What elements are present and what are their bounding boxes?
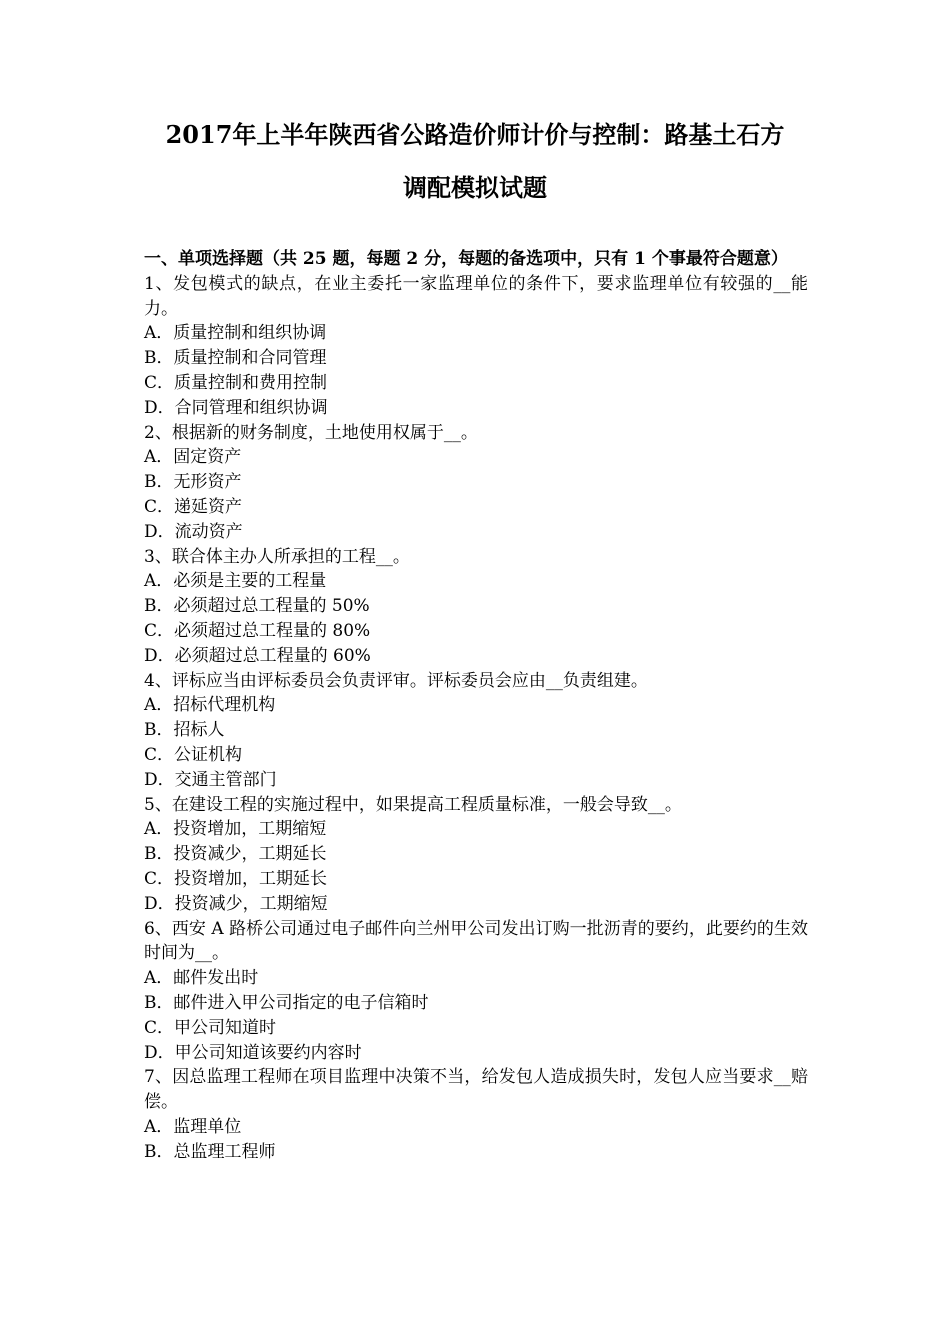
- option-c: C．公证机构: [144, 744, 243, 765]
- option-b: B．总监理工程师: [144, 1141, 276, 1162]
- document-title-line-1: 2017年上半年陕西省公路造价师计价与控制：路基土石方: [165, 120, 785, 149]
- question-text: 1、发包模式的缺点，在业主委托一家监理单位的条件下，要求监理单位有较强的__能力。: [144, 273, 808, 319]
- option-a: A．固定资产: [144, 447, 242, 468]
- question-block: [144, 669, 808, 793]
- option-c: C．递延资产: [144, 496, 243, 517]
- question-block: [144, 545, 808, 669]
- option-d: D．交通主管部门: [144, 769, 277, 790]
- option-b: B．质量控制和合同管理: [144, 348, 327, 369]
- option-c: C．必须超过总工程量的 80%: [144, 620, 371, 641]
- option-d: D．必须超过总工程量的 60%: [144, 645, 371, 666]
- question-block: [144, 917, 808, 1066]
- document-body: [144, 247, 808, 1164]
- question-text: 5、在建设工程的实施过程中，如果提高工程质量标准，一般会导致__。: [144, 794, 682, 815]
- option-a: A．必须是主要的工程量: [144, 571, 327, 592]
- question-block: [144, 793, 808, 917]
- option-c: C．甲公司知道时: [144, 1017, 277, 1038]
- question-block: [144, 421, 808, 545]
- option-d: D．甲公司知道该要约内容时: [144, 1042, 362, 1063]
- option-b: B．无形资产: [144, 472, 242, 493]
- option-b: B．招标人: [144, 720, 225, 741]
- option-c: C．投资增加，工期延长: [144, 868, 328, 889]
- option-b: B．投资减少，工期延长: [144, 844, 327, 865]
- option-d: D．流动资产: [144, 521, 243, 542]
- question-block: [144, 272, 808, 421]
- document-title-line-2: 调配模拟试题: [403, 173, 547, 202]
- question-text: 3、联合体主办人所承担的工程__。: [144, 546, 410, 567]
- option-b: B．邮件进入甲公司指定的电子信箱时: [144, 992, 429, 1013]
- section-header: 一、单项选择题（共 25 题，每题 2 分，每题的备选项中，只有 1 个事最符合题意）: [144, 249, 788, 269]
- option-a: A．邮件发出时: [144, 968, 259, 989]
- option-d: D．投资减少，工期缩短: [144, 893, 328, 914]
- option-d: D．合同管理和组织协调: [144, 397, 328, 418]
- option-a: A．投资增加，工期缩短: [144, 819, 327, 840]
- option-a: A．质量控制和组织协调: [144, 323, 327, 344]
- option-c: C．质量控制和费用控制: [144, 372, 328, 393]
- question-text: 7、因总监理工程师在项目监理中决策不当，给发包人造成损失时，发包人应当要求__赔偿。: [144, 1067, 808, 1113]
- option-b: B．必须超过总工程量的 50%: [144, 596, 370, 617]
- question-block: [144, 1065, 808, 1164]
- option-a: A．招标代理机构: [144, 695, 276, 716]
- question-text: 6、西安 A 路桥公司通过电子邮件向兰州甲公司发出订购一批沥青的要约，此要约的生效时间为__。: [144, 918, 808, 964]
- question-text: 4、评标应当由评标委员会负责评审。评标委员会应由__负责组建。: [144, 670, 648, 691]
- option-a: A．监理单位: [144, 1116, 242, 1137]
- question-text: 2、根据新的财务制度，土地使用权属于__。: [144, 422, 478, 443]
